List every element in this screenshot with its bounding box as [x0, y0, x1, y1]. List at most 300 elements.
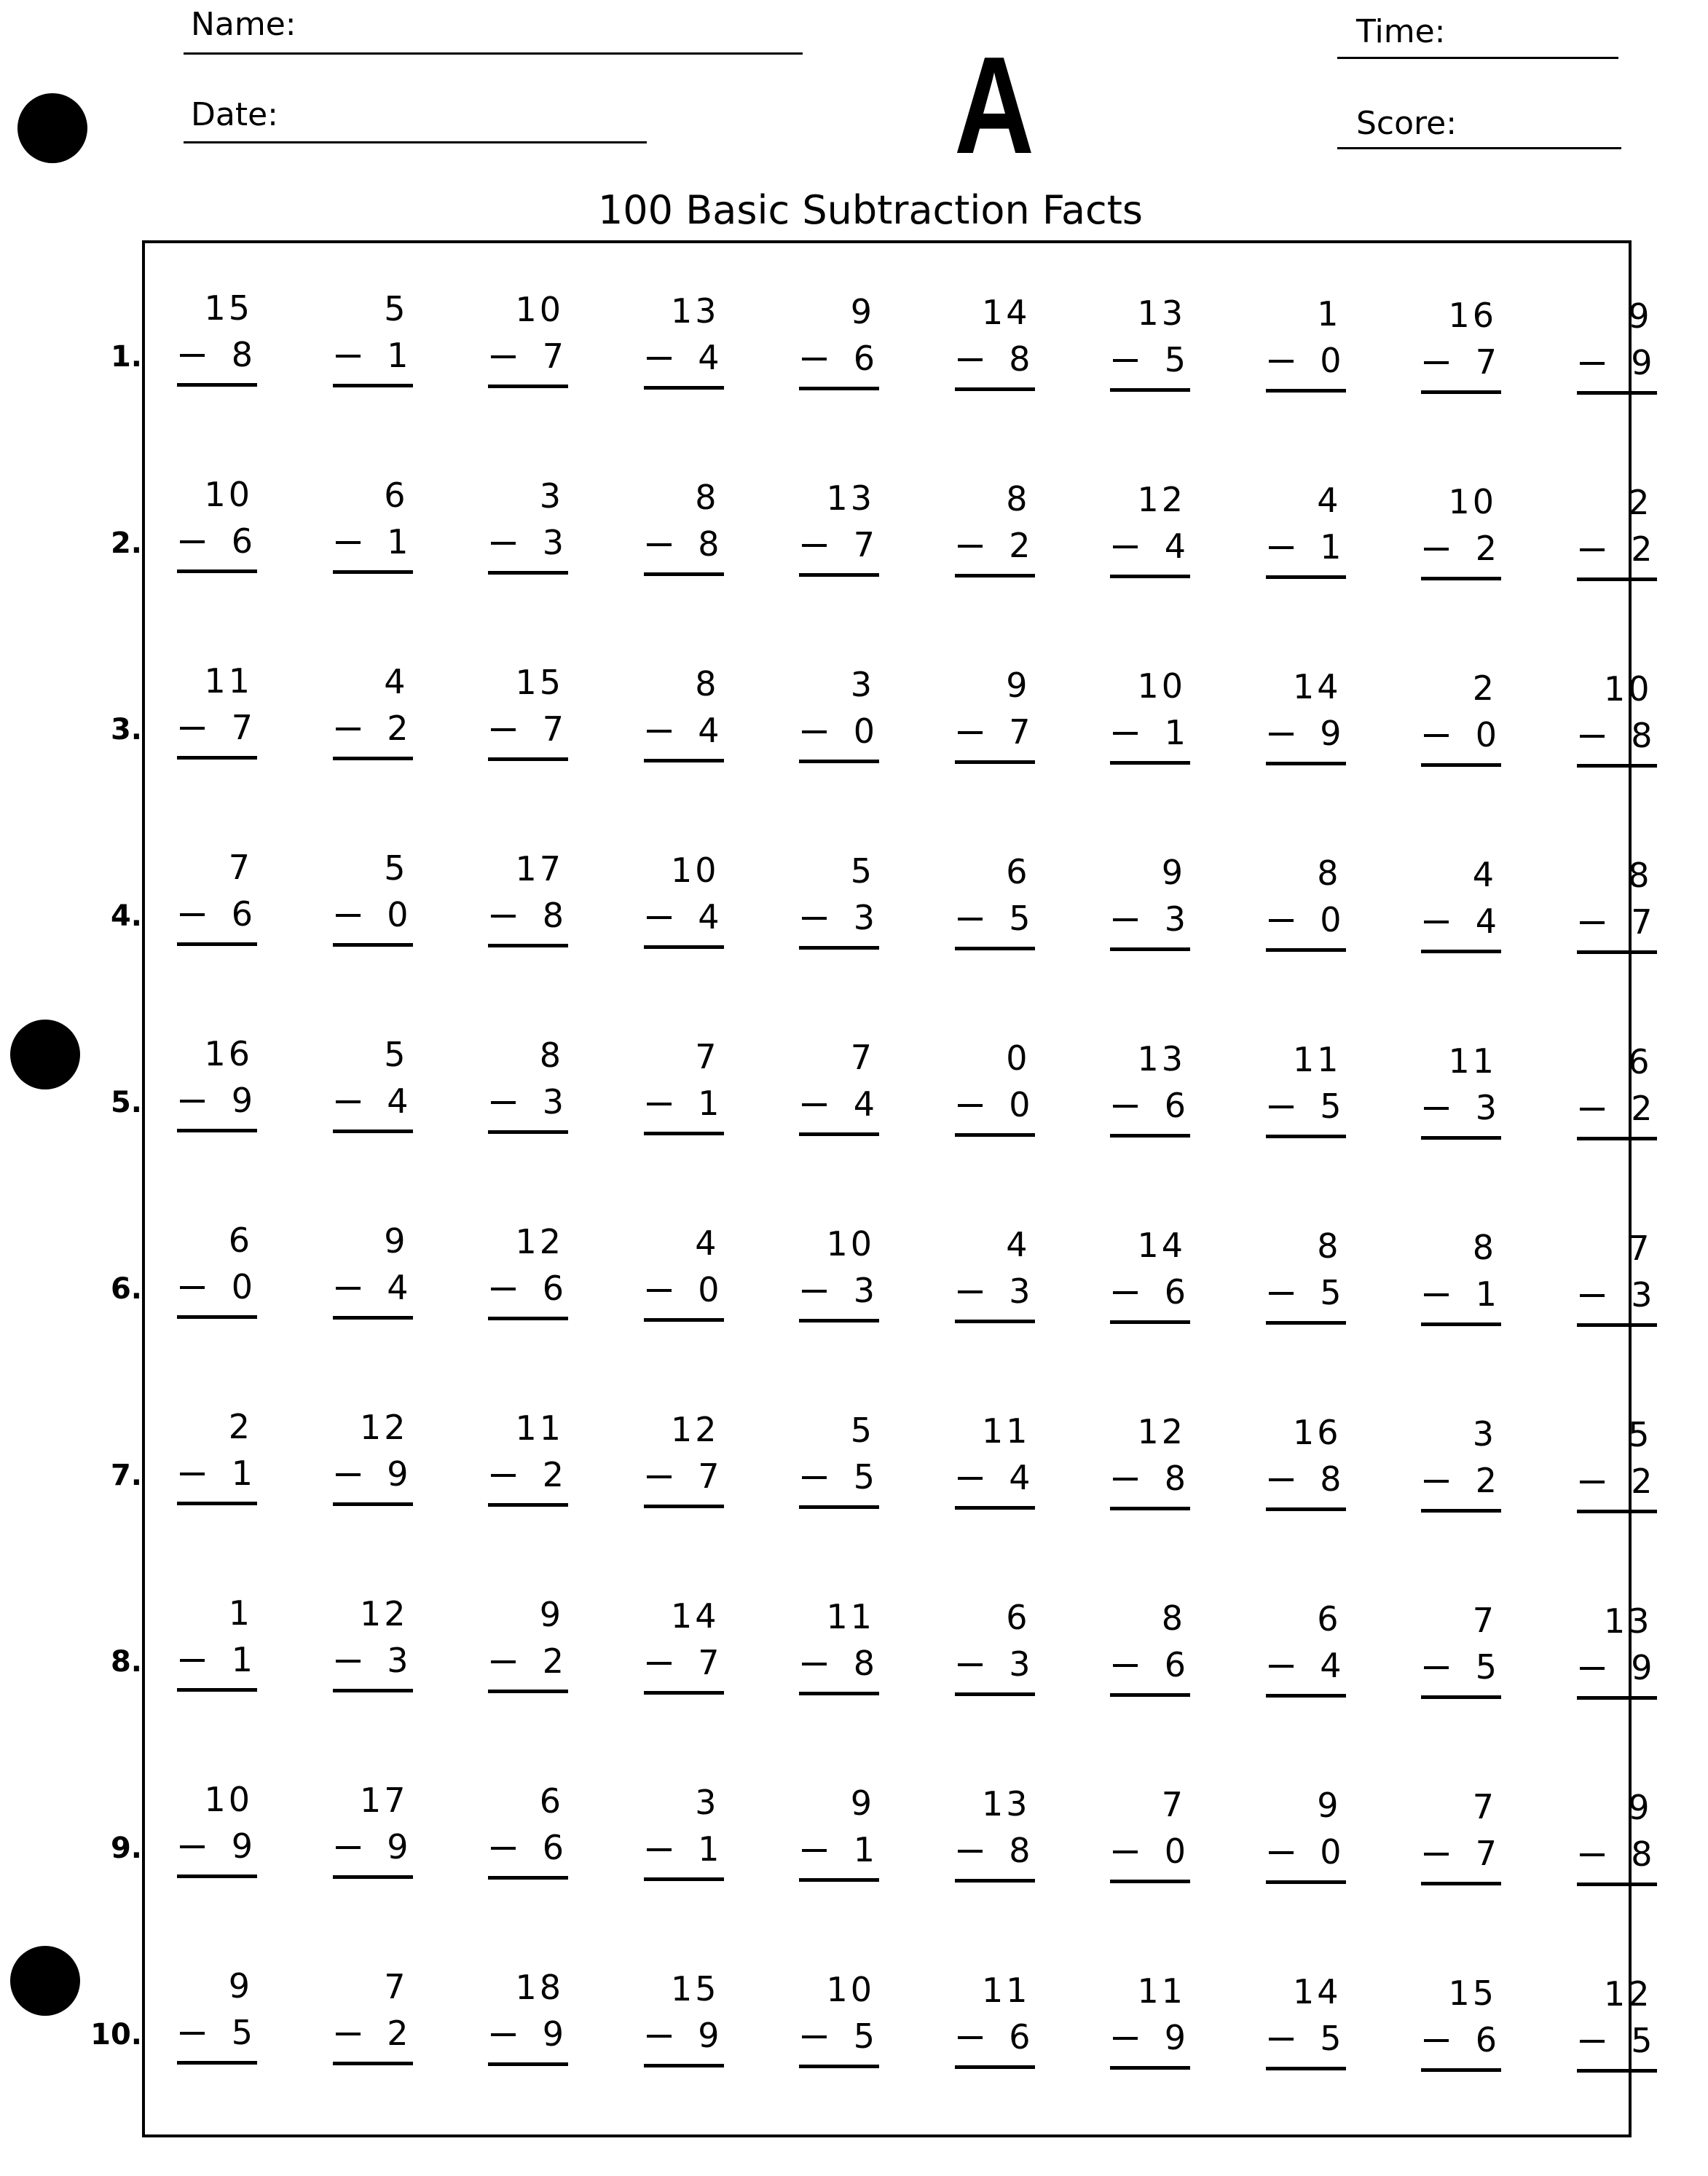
minuend: 7: [1628, 1228, 1653, 1268]
subtrahend: 1: [387, 336, 409, 376]
minuend: 13: [1137, 1039, 1186, 1079]
minus-sign: [180, 540, 205, 543]
answer-line[interactable]: [1266, 1507, 1346, 1511]
row-number: 10.: [90, 2018, 142, 2051]
minus-sign: [1424, 548, 1449, 551]
subtrahend: 7: [1475, 342, 1497, 382]
answer-line[interactable]: [955, 1133, 1035, 1137]
minus-sign: [180, 354, 205, 357]
answer-line[interactable]: [1421, 763, 1501, 767]
minus-sign: [180, 1286, 205, 1289]
minuend: 9: [384, 1221, 409, 1261]
binder-hole-middle: [10, 1020, 80, 1089]
subtrahend: 6: [1164, 1645, 1186, 1685]
answer-line[interactable]: [1421, 577, 1501, 580]
minuend: 13: [981, 1784, 1031, 1824]
minuend: 10: [670, 850, 720, 890]
minus-sign: [180, 1473, 205, 1475]
answer-line[interactable]: [177, 569, 257, 573]
minus-sign: [1269, 733, 1294, 736]
minus-sign: [647, 916, 672, 919]
subtrahend: 9: [1320, 714, 1342, 754]
minus-sign: [336, 728, 361, 730]
minus-sign: [491, 1101, 516, 1104]
subtrahend: 4: [1320, 1646, 1342, 1686]
answer-line[interactable]: [1421, 1695, 1501, 1699]
minus-sign: [647, 1475, 672, 1478]
minuend: 7: [1472, 1600, 1497, 1640]
answer-line[interactable]: [488, 1876, 568, 1880]
minus-sign: [1580, 1481, 1605, 1483]
subtrahend: 2: [1475, 1460, 1497, 1500]
subtrahend: 3: [542, 523, 564, 563]
answer-line[interactable]: [1266, 1321, 1346, 1325]
minus-sign: [1269, 546, 1294, 549]
subtrahend: 6: [1164, 1086, 1186, 1126]
subtrahend: 7: [1475, 1833, 1497, 1873]
answer-line[interactable]: [799, 1132, 879, 1136]
minus-sign: [1424, 734, 1449, 737]
answer-line[interactable]: [799, 1319, 879, 1322]
answer-line[interactable]: [333, 943, 413, 947]
answer-line[interactable]: [488, 2062, 568, 2066]
minus-sign: [491, 1474, 516, 1477]
answer-line[interactable]: [177, 942, 257, 946]
minus-sign: [336, 2033, 361, 2035]
binder-hole-bottom: [10, 1946, 80, 2016]
subtrahend: 4: [387, 1268, 409, 1308]
row-number: 5.: [110, 1086, 142, 1119]
answer-line[interactable]: [1577, 1323, 1657, 1327]
answer-line[interactable]: [1110, 1320, 1190, 1324]
minuend: 5: [850, 851, 875, 891]
minus-sign: [802, 1290, 827, 1293]
answer-line[interactable]: [955, 1879, 1035, 1883]
subtrahend: 8: [1009, 339, 1031, 379]
answer-line[interactable]: [1577, 764, 1657, 768]
answer-line[interactable]: [177, 1875, 257, 1878]
answer-line[interactable]: [488, 944, 568, 947]
answer-line[interactable]: [1110, 1134, 1190, 1138]
minus-sign: [1113, 1291, 1138, 1294]
answer-line[interactable]: [1266, 389, 1346, 393]
answer-line[interactable]: [177, 756, 257, 760]
date-field[interactable]: [184, 141, 647, 143]
subtrahend: 8: [698, 524, 720, 564]
subtrahend: 9: [698, 2015, 720, 2055]
subtrahend: 8: [1631, 715, 1653, 755]
minuend: 12: [1137, 1412, 1186, 1452]
minuend: 8: [1161, 1599, 1186, 1639]
subtrahend: 1: [1475, 1274, 1497, 1314]
subtrahend: 8: [1320, 1459, 1342, 1499]
minuend: 11: [826, 1596, 875, 1636]
answer-line[interactable]: [1421, 950, 1501, 953]
minuend: 8: [1472, 1227, 1497, 1267]
minuend: 14: [670, 1596, 720, 1636]
subtrahend: 4: [853, 1084, 875, 1124]
subtrahend: 3: [853, 1270, 875, 1310]
minus-sign: [647, 730, 672, 733]
answer-line[interactable]: [644, 1505, 724, 1508]
answer-line[interactable]: [1110, 1507, 1190, 1510]
minus-sign: [1580, 735, 1605, 738]
minuend: 3: [850, 664, 875, 704]
minuend: 10: [1448, 481, 1497, 521]
minuend: 11: [981, 1411, 1031, 1451]
minuend: 9: [850, 1783, 875, 1823]
answer-line[interactable]: [644, 759, 724, 762]
answer-line[interactable]: [333, 1689, 413, 1692]
answer-line[interactable]: [1266, 1694, 1346, 1698]
minuend: 6: [1006, 852, 1031, 891]
answer-line[interactable]: [955, 1692, 1035, 1696]
minuend: 5: [1628, 1414, 1653, 1454]
subtrahend: 9: [387, 1454, 409, 1494]
subtrahend: 4: [1475, 901, 1497, 941]
minuend: 7: [384, 1967, 409, 2007]
answer-line[interactable]: [488, 1503, 568, 1507]
binder-hole-top: [17, 93, 87, 163]
answer-line[interactable]: [1421, 390, 1501, 394]
subtrahend: 5: [1320, 2019, 1342, 2059]
minuend: 12: [359, 1408, 409, 1448]
answer-line[interactable]: [1110, 1693, 1190, 1697]
minus-sign: [1269, 919, 1294, 922]
answer-line[interactable]: [644, 1877, 724, 1881]
minuend: 1: [1317, 294, 1342, 334]
answer-line[interactable]: [644, 572, 724, 576]
answer-line[interactable]: [955, 2065, 1035, 2069]
subtrahend: 1: [387, 522, 409, 562]
subtrahend: 2: [387, 2014, 409, 2054]
minus-sign: [802, 1663, 827, 1665]
minuend: 7: [1161, 1785, 1186, 1825]
subtrahend: 4: [1009, 1458, 1031, 1497]
minus-sign: [1424, 1293, 1449, 1296]
subtrahend: 0: [231, 1267, 253, 1306]
answer-line[interactable]: [177, 1315, 257, 1319]
score-label: Score:: [1356, 105, 1457, 142]
answer-line[interactable]: [1266, 948, 1346, 952]
subtrahend: 7: [698, 1642, 720, 1682]
subtrahend: 0: [1009, 1085, 1031, 1124]
subtrahend: 9: [1164, 2018, 1186, 2058]
minuend: 3: [1472, 1414, 1497, 1454]
minus-sign: [336, 914, 361, 917]
minuend: 15: [515, 663, 564, 703]
minus-sign: [1580, 1667, 1605, 1670]
subtrahend: 9: [542, 2014, 564, 2054]
minus-sign: [180, 727, 205, 730]
minuend: 8: [1628, 855, 1653, 895]
minus-sign: [180, 913, 205, 916]
subtrahend: 0: [853, 711, 875, 751]
minus-sign: [1113, 1664, 1138, 1667]
minus-sign: [1113, 545, 1138, 548]
subtrahend: 1: [698, 1829, 720, 1869]
subtrahend: 1: [231, 1454, 253, 1493]
subtrahend: 8: [1009, 1831, 1031, 1870]
minuend: 9: [1006, 666, 1031, 705]
answer-line[interactable]: [1266, 762, 1346, 765]
minuend: 11: [1292, 1040, 1342, 1080]
minus-sign: [491, 1847, 516, 1850]
subtrahend: 1: [853, 1829, 875, 1869]
answer-line[interactable]: [488, 1130, 568, 1134]
subtrahend: 6: [1475, 2019, 1497, 2059]
minus-sign: [1580, 921, 1605, 924]
minuend: 8: [695, 663, 720, 703]
subtrahend: 8: [1164, 1459, 1186, 1499]
answer-line[interactable]: [177, 1502, 257, 1505]
answer-line[interactable]: [333, 1875, 413, 1879]
subtrahend: 7: [853, 524, 875, 564]
minus-sign: [802, 1103, 827, 1106]
subtrahend: 9: [231, 1081, 253, 1120]
subtrahend: 6: [542, 1269, 564, 1309]
minuend: 10: [826, 1969, 875, 2009]
minuend: 11: [1448, 1041, 1497, 1081]
answer-line[interactable]: [799, 1878, 879, 1882]
minus-sign: [180, 1659, 205, 1662]
subtrahend: 5: [853, 1456, 875, 1497]
minuend: 5: [384, 848, 409, 888]
subtrahend: 2: [1631, 529, 1653, 569]
answer-line[interactable]: [333, 384, 413, 387]
answer-line[interactable]: [333, 2062, 413, 2065]
answer-line[interactable]: [955, 387, 1035, 391]
minus-sign: [802, 2035, 827, 2038]
version-letter: A: [954, 28, 1034, 183]
answer-line[interactable]: [799, 2065, 879, 2068]
minus-sign: [491, 1288, 516, 1290]
answer-line[interactable]: [955, 1506, 1035, 1510]
answer-line[interactable]: [1110, 575, 1190, 578]
minuend: 14: [1292, 1972, 1342, 2012]
answer-line[interactable]: [644, 386, 724, 390]
minuend: 10: [826, 1223, 875, 1264]
minuend: 15: [670, 1968, 720, 2009]
minuend: 8: [695, 477, 720, 517]
minus-sign: [1113, 2037, 1138, 2040]
row-number: 8.: [110, 1645, 142, 1679]
time-label: Time:: [1356, 13, 1446, 50]
row-number: 2.: [110, 527, 142, 560]
minuend: 14: [1292, 667, 1342, 707]
subtrahend: 3: [1009, 1272, 1031, 1311]
row-number: 7.: [110, 1459, 142, 1492]
minuend: 13: [670, 291, 720, 331]
minuend: 11: [981, 1971, 1031, 2010]
subtrahend: 1: [1320, 527, 1342, 567]
answer-line[interactable]: [333, 1130, 413, 1133]
answer-line[interactable]: [955, 760, 1035, 764]
answer-line[interactable]: [177, 1129, 257, 1132]
answer-line[interactable]: [488, 1317, 568, 1320]
subtrahend: 5: [853, 2016, 875, 2056]
answer-line[interactable]: [644, 1318, 724, 1322]
minus-sign: [336, 1473, 361, 1476]
answer-line[interactable]: [799, 760, 879, 763]
answer-line[interactable]: [333, 1316, 413, 1320]
minuend: 9: [1628, 1787, 1653, 1827]
minuend: 3: [695, 1782, 720, 1822]
minuend: 10: [1137, 666, 1186, 706]
answer-line[interactable]: [1421, 2068, 1501, 2072]
minuend: 5: [850, 1410, 875, 1450]
score-field[interactable]: [1337, 147, 1621, 149]
subtrahend: 2: [1009, 526, 1031, 565]
answer-line[interactable]: [1421, 1509, 1501, 1513]
minuend: 6: [1006, 1598, 1031, 1637]
answer-line[interactable]: [1577, 577, 1657, 581]
minuend: 12: [1137, 480, 1186, 520]
subtrahend: 2: [1631, 1461, 1653, 1501]
answer-line[interactable]: [1577, 1883, 1657, 1886]
subtrahend: 0: [1320, 1832, 1342, 1872]
row-number: 4.: [110, 899, 142, 933]
minus-sign: [1113, 918, 1138, 921]
subtrahend: 9: [1631, 1647, 1653, 1687]
minus-sign: [802, 1476, 827, 1479]
minuend: 6: [228, 1221, 253, 1260]
minuend: 13: [1603, 1601, 1653, 1641]
answer-line[interactable]: [799, 946, 879, 950]
minus-sign: [491, 728, 516, 731]
answer-line[interactable]: [1266, 575, 1346, 579]
answer-line[interactable]: [1110, 2066, 1190, 2070]
minus-sign: [1580, 362, 1605, 365]
subtrahend: 4: [387, 1081, 409, 1121]
minuend: 12: [670, 1409, 720, 1449]
subtrahend: 4: [1164, 527, 1186, 567]
minus-sign: [1424, 1480, 1449, 1483]
subtrahend: 5: [1164, 340, 1186, 380]
minus-sign: [180, 1100, 205, 1103]
minus-sign: [1269, 1478, 1294, 1481]
answer-line[interactable]: [1110, 761, 1190, 765]
row-number: 3.: [110, 713, 142, 746]
subtrahend: 4: [698, 710, 720, 750]
minus-sign: [802, 544, 827, 547]
answer-line[interactable]: [333, 570, 413, 574]
minus-sign: [958, 918, 983, 921]
answer-line[interactable]: [1110, 388, 1190, 392]
minus-sign: [647, 357, 672, 360]
answer-line[interactable]: [644, 1132, 724, 1135]
answer-line[interactable]: [1577, 1510, 1657, 1513]
answer-line[interactable]: [1266, 2067, 1346, 2070]
answer-line[interactable]: [1421, 1322, 1501, 1326]
answer-line[interactable]: [1577, 950, 1657, 954]
minuend: 8: [1006, 479, 1031, 519]
subtrahend: 3: [387, 1641, 409, 1681]
minuend: 7: [850, 1037, 875, 1077]
subtrahend: 5: [1009, 899, 1031, 938]
minus-sign: [647, 1662, 672, 1665]
answer-line[interactable]: [1266, 1135, 1346, 1138]
subtrahend: 0: [1320, 900, 1342, 940]
answer-line[interactable]: [1110, 1880, 1190, 1883]
minus-sign: [958, 358, 983, 361]
row-number: 1.: [110, 340, 142, 374]
subtrahend: 6: [1009, 2017, 1031, 2057]
answer-line[interactable]: [955, 1320, 1035, 1323]
minus-sign: [1113, 1850, 1138, 1853]
answer-line[interactable]: [1421, 1882, 1501, 1885]
answer-line[interactable]: [1577, 2069, 1657, 2073]
minus-sign: [647, 543, 672, 546]
answer-line[interactable]: [1577, 1696, 1657, 1700]
minuend: 16: [1448, 295, 1497, 335]
minuend: 8: [1317, 854, 1342, 894]
answer-line[interactable]: [955, 574, 1035, 577]
answer-line[interactable]: [644, 1691, 724, 1695]
answer-line[interactable]: [177, 2061, 257, 2065]
minuend: 11: [515, 1408, 564, 1448]
answer-line[interactable]: [1266, 1880, 1346, 1884]
subtrahend: 4: [698, 896, 720, 937]
minuend: 2: [1472, 668, 1497, 708]
answer-line[interactable]: [488, 385, 568, 388]
answer-line[interactable]: [1110, 947, 1190, 951]
answer-line[interactable]: [333, 1502, 413, 1506]
minuend: 17: [515, 849, 564, 889]
minus-sign: [1580, 1108, 1605, 1111]
answer-line[interactable]: [799, 387, 879, 390]
subtrahend: 3: [1631, 1274, 1653, 1314]
subtrahend: 7: [542, 709, 564, 749]
subtrahend: 1: [1164, 713, 1186, 753]
name-field[interactable]: [184, 52, 803, 55]
answer-line[interactable]: [333, 757, 413, 760]
answer-line[interactable]: [644, 2064, 724, 2067]
minuend: 2: [1628, 482, 1653, 522]
subtrahend: 8: [1631, 1834, 1653, 1874]
answer-line[interactable]: [488, 757, 568, 761]
answer-line[interactable]: [799, 1505, 879, 1509]
minuend: 12: [1603, 1974, 1653, 2014]
answer-line[interactable]: [955, 947, 1035, 950]
answer-line[interactable]: [177, 1688, 257, 1692]
answer-line[interactable]: [644, 945, 724, 949]
answer-line[interactable]: [488, 571, 568, 575]
answer-line[interactable]: [799, 573, 879, 577]
minuend: 4: [695, 1223, 720, 1263]
subtrahend: 0: [1475, 714, 1497, 754]
answer-line[interactable]: [1577, 1137, 1657, 1140]
minus-sign: [336, 1287, 361, 1290]
minuend: 12: [515, 1222, 564, 1262]
answer-line[interactable]: [177, 383, 257, 387]
subtrahend: 5: [1631, 2020, 1653, 2060]
minuend: 8: [1317, 1226, 1342, 1266]
subtrahend: 6: [853, 338, 875, 378]
minuend: 4: [384, 662, 409, 702]
subtrahend: 7: [698, 1456, 720, 1496]
answer-line[interactable]: [488, 1690, 568, 1693]
subtrahend: 8: [853, 1643, 875, 1683]
time-field[interactable]: [1337, 57, 1618, 59]
answer-line[interactable]: [799, 1692, 879, 1695]
minus-sign: [958, 2036, 983, 2039]
answer-line[interactable]: [1421, 1136, 1501, 1140]
answer-line[interactable]: [1577, 391, 1657, 395]
subtrahend: 7: [231, 708, 253, 747]
minus-sign: [336, 541, 361, 544]
minus-sign: [180, 2032, 205, 2035]
